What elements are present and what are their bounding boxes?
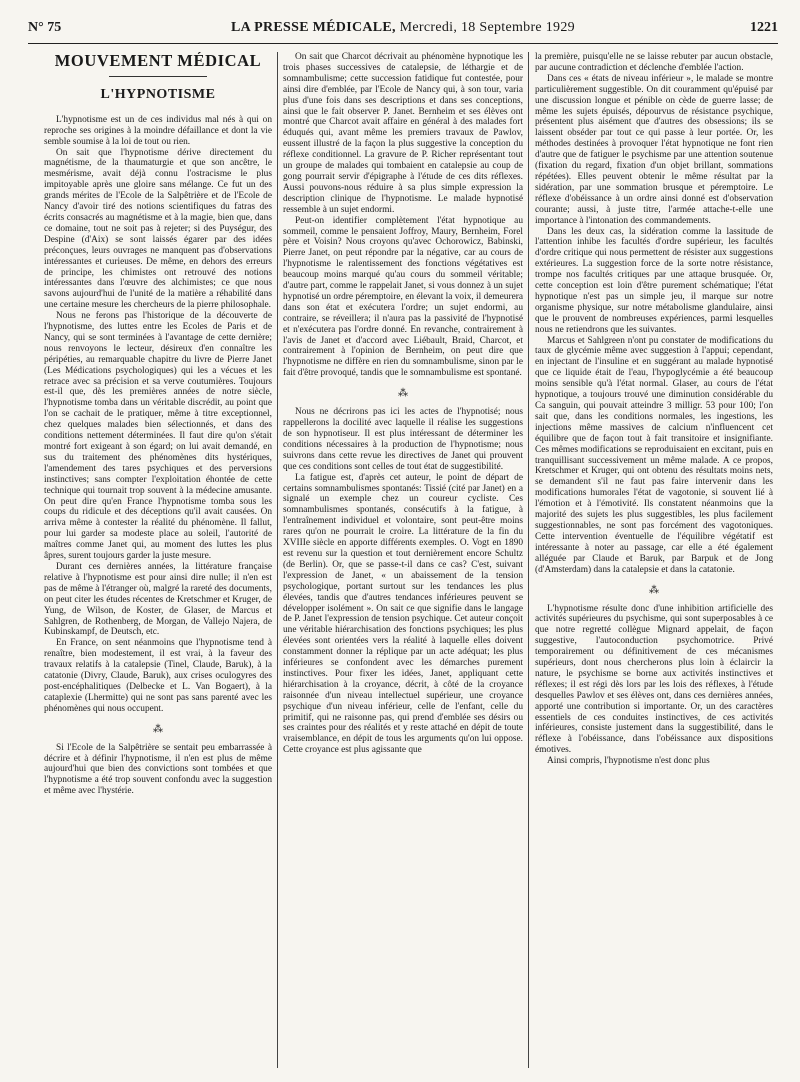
column-3 bbox=[535, 52, 773, 1072]
paragraph: la première, puisqu'elle ne se laisse rebuter par aucun obstacle, par aucune contradiction et déclenche d'emblée l'action. bbox=[535, 52, 773, 73]
paragraph: Ainsi compris, l'hypnotisme n'est donc plus bbox=[547, 756, 710, 767]
paragraph: En France, on sent néanmoins que l'hypnotisme tend à renaître, bien modestement, il est vrai, à la faveur des travaux relatifs à la catalepsie (Tinel, Claude, Baruk), à la catatonie (Divry, Claude, Baruk), aux crises oculogyres des post-encéphalitiques (Delbecke et L. Van Bogaert), à la cataplexie (Lhermitte) qui ne sont pas sans parenté avec les phénomènes qui nous occupent. bbox=[44, 638, 272, 714]
header-rule bbox=[28, 43, 778, 44]
page-number: 1221 bbox=[750, 20, 778, 35]
issue-number: N° 75 bbox=[28, 20, 62, 35]
column-rule bbox=[528, 52, 529, 1068]
column-1 bbox=[44, 52, 272, 1072]
paragraph: On sait que Charcot décrivait au phénomène hypnotique les trois phases successives de catalepsie, de léthargie et de somnambulisme; cette succession fatidique fut contestée, pour ainsi dire d'emblée, par l'Ecole de Nancy qui, à son tour, varia plus d'une fois dans ses descriptions et dans ses conceptions, ainsi que le fait observer P. Janet. Bernheim et ses élèves ont montré que Charcot avait affaire en général à des malades fort éduqués qui, avant même les premiers travaux de Pawlov, eussent illustré de la façon la plus suggestive la conception du réflexe conditionnel. La gravure de P. Richer représentant tout un groupe de malades qui tombaient en catalepsie au coup de gong pourrait servir d'épigraphe à l'étude de ces dits réflexes. Aussi pouvons-nous réduire à sa plus simple expression la description clinique de l'hypnotisme. Le malade hypnotisé ressemble à un sujet endormi. bbox=[283, 52, 523, 215]
journal-title: LA PRESSE MÉDICALE, bbox=[231, 20, 396, 35]
paragraph: Dans les deux cas, la sidération comme la lassitude de l'attention inhibe les facultés d'ordre supérieur, les facultés d'ordre critique qui nous permettent de résister aux suggestions extérieures. La suggestion force de la sorte notre résistance, trompe nos facultés critiques par une attaque brusquée. Or, cette conception est loin d'être purement schématique; l'état hypnotique n'est pas un simple jeu, il marque sur notre organisme physique, sur notre métabolisme glandulaire, ainsi que le prouvent de nombreuses expériences, parmi lesquelles nous ne retiendrons que les suivantes. bbox=[535, 226, 773, 335]
paragraph: Nous ne ferons pas l'historique de la découverte de l'hypnotisme, des luttes entre les Ecoles de Paris et de Nancy, qui se sont terminées à l'avantage de cette dernière; nous renvoyons le lecteur, désireux d'en connaître les péripéties, au remarquable chapitre du livre de Pierre Janet (Les Médications psychologiques) qui les a vécues et les retrace avec sa précision et sa verve coutumières. Toujours est-il que, dès les premières années de notre siècle, l'hypnotisme tomba dans un véritable discrédit, au point que l'on se cachait de le pratiquer, même à titre exceptionnel, chez quelques malades bien sélectionnés, et dans des conditions nettement déterminées. Il faut dire qu'on s'était montré fort exigeant à son égard; on lui avait demandé, en sus du traitement des phénomènes dits hystériques, l'amendement des tares psychiques et des perversions instinctives; sans compter l'exploitation éhontée de cette technique qui tournait trop souvent à la médecine amusante. On peut dire qu'en France l'hypnotisme tomba sous les coups du ridicule et des déceptions qu'il avait causées. On arriva même à contester la réalité du phénomène. Il fallut, pour lui garder sa modeste place au soleil, l'autorité de maîtres comme Janet qui, au moment des luttes les plus âpres, surent toujours garder la juste mesure. bbox=[44, 311, 272, 562]
section-separator: ⁂ bbox=[153, 723, 163, 735]
paragraph: On sait que l'hypnotisme dérive directement du magnétisme, de la thaumaturgie et que son ancêtre, le mesmérisme, avait déjà connu l'ostracisme le plus impitoyable après une gloire sans mélange. Ce fut un des grands mérites de l'Ecole de la Salpêtrière et de l'Ecole de Nancy d'avoir tiré des notions scientifiques du fatras des écrits consacrés au magnétisme et à la magie, bien que, dans ce domaine, tout ne soit pas à rejeter; si des Puységur, des Despine (d'Aix) se sont laissés égarer par des idées préconçues, leurs ouvrages ne manquent pas d'observations intéressantes et curieuses. De même, en dehors des erreurs de principe, les chimistes ont retrouvé des notions intéressantes dans l'œuvre des alchimistes; ce que nous savons aujourd'hui de l'unité de la matière a réhabilité dans une certaine mesure les chercheurs de la pierre philosophale. bbox=[44, 147, 272, 311]
paragraph: Marcus et Sahlgreen n'ont pu constater de modifications du taux de glycémie même avec suggestion à l'appui; cependant, en injectant de l'insuline et en suggérant au malade hypnotisé que ce liquide était de l'eau, l'hypoglycémie a été beaucoup moins sensible qu'à l'état normal. Glaser, au cours de l'état hypnotique, a toujours trouvé une diminution considérable du Ca sanguin, qui pouvait atteindre 3 milligr. 53 pour 100; l'on sait que, dans les conditions normales, les ingestions, les injections même massives de calcium n'influencent cet équilibre que de façon tout à fait transitoire et insignifiante. Ces mêmes modifications se reproduisaient en excitant, puis en tranquillisant successivement un même malade. A ce propos, Kretschmer et Kruger, qui ont obtenu des résultats moins nets, se demandent s'il ne faut pas faire intervenir dans les modifications humorales l'état de vagotonie, si souvent lié à l'émotion et à l'émotivité. Ils constatent néanmoins que la majorité des sujets les plus suggestibles, les plus facilement suggestionnables, ne sont pas forcément des vagotoniques. Cette intervention éventuelle de l'équilibre végétatif est intéressante à noter au passage, car elle a été également alléguée par Claude et Baruk, par Barpuk et de Jong (d'Amsterdam) dans la catalepsie et dans la catatonie. bbox=[535, 335, 773, 575]
column-2 bbox=[283, 52, 523, 1072]
section-divider bbox=[109, 76, 207, 77]
journal-masthead bbox=[28, 20, 778, 36]
paragraph: Nous ne décrirons pas ici les actes de l'hypnotisé; nous rappellerons la docilité avec laquelle il réalise les suggestions de son hypnotiseur. Il est plus intéressant de déterminer les conditions nécessaires à la production de l'hypnotisme; nous suivrons dans cette revue les directives de Janet qui prouvent que ces conditions sont celles de tout état de suggestibilité. bbox=[283, 407, 523, 472]
paragraph: Durant ces dernières années, la littérature française relative à l'hypnotisme est pour ainsi dire nulle; il n'en est pas de même à l'étranger où, malgré la rareté des documents, on peut citer les études récentes de Kretschmer et Kruger, de Yung, de Wilson, de Koster, de Glaser, de Marcus et Sahlgren, de Rothenberg, de Morgan, de Vallejo Najera, de Kubinskampf, de Deutsch, etc. bbox=[44, 561, 272, 638]
paragraph: Si l'Ecole de la Salpêtrière se sentait peu embarrassée à décrire et à définir l'hypnotisme, il n'en est plus de même aujourd'hui que bien des convictions sont tombées et que l'hypnotisme a été trop souvent confondu avec la suggestion et même avec l'hystérie. bbox=[44, 742, 272, 797]
paragraph: L'hypnotisme est un de ces individus mal nés à qui on reproche ses origines à la moindre défaillance et dont la vie semble soumise à la loi de tout ou rien. bbox=[44, 114, 272, 147]
paragraph: L'hypnotisme résulte donc d'une inhibition artificielle des activités supérieures du psychisme, qui sont superposables à ce que notre regretté collègue Mignard appelait, de façon suggestive, l'autoconduction psychomotrice. Privé temporairement ou définitivement de ces mécanismes supérieurs, dont nous chercherons plus loin à éclaircir la nature, le psychisme se borne aux activités instinctives et réflexes; il est régi dès lors par les lois des réflexes, à l'étude desquelles Pawlov et ses élèves ont, dans ces dernières années, apporté une contribution si importante. Or, un des caractères essentiels de ces conduites instinctives, de ces activités inférieures, consiste justement dans la suggestibilité, dans le réflexe à l'obéissance, dans l'obéissance aux dispositions émotives. bbox=[535, 603, 773, 756]
paragraph: Peut-on identifier complètement l'état hypnotique au sommeil, comme le pensaient Joffroy, Maury, Bernheim, Forel père et Voisin? Nous croyons qu'avec Ochorowicz, Babinski, Pierre Janet, on peut répondre par la négative, car au cours de l'hypnotisme le ralentissement des fonctions végétatives est beaucoup moins marqué qu'au cours du sommeil véritable; d'autre part, comme le rappelait Janet, si vous donnez à un sujet hypnotisé un ordre péremptoire, en élevant la voix, il demeurera dans son état et exécutera l'ordre; un sujet endormi, au contraire, se réveillera; il n'aura pas la passivité de l'hypnotisé et n'exécutera pas l'ordre donné. En revanche, contrairement à l'avis de Janet et d'accord avec Liébault, Braid, Charcot, et contrairement à l'opinion de Bernheim, on peut dire que l'hypnotisme ne diffère en rien du somnambulisme, sinon par le fait d'être provoqué, tandis que le somnambulisme est spontané. bbox=[283, 215, 523, 379]
section-heading: MOUVEMENT MÉDICAL bbox=[54, 52, 262, 70]
section-separator: ⁂ bbox=[398, 388, 408, 400]
column-rule bbox=[277, 52, 278, 1068]
paragraph: Dans ces « états de niveau inférieur », le malade se montre particulièrement suggestible. On dit couramment qu'épuisé par une discussion longue et pénible on cède de guerre lasse; de même les sujets épuisés, dépourvus de résistance psychique, présentent plus aisément que d'autres des obsessions; ils se laissent obséder par tout ce qui passe à leur portée. Or, les méthodes destinées à provoquer l'état hypnotique ne font rien d'autre que de fatiguer le psychisme par une attention soutenue (fixation du regard, fixation d'un objet brillant, sommations répétées). Elles peuvent obtenir le même résultat par la sidération, par une sommation brusque et péremptoire. Le réflexe d'obéissance à un ordre ainsi donné est d'observation courante; aussi, à juste titre, l'armée attache-t-elle une importance à l'intonation des commandements. bbox=[535, 73, 773, 226]
section-separator: ⁂ bbox=[649, 584, 659, 596]
article-title: L'HYPNOTISME bbox=[100, 86, 216, 102]
running-header bbox=[28, 20, 778, 42]
issue-date: Mercredi, 18 Septembre 1929 bbox=[399, 20, 575, 35]
paragraph: La fatigue est, d'après cet auteur, le point de départ de certains somnambulismes spontanés: Tissié (cité par Janet) en a signalé un exemple chez un coureur cycliste. Ces somnambulismes spontanés, consécutifs à la fatigue, à l'entraînement individuel et volontaire, sont peut-être moins rares qu'on ne pourrait le croire. La littérature de la fin du XVIIIe siècle en apporte différents exemples. O. Vogt en 1890 est revenu sur la question et tout dernièrement encore Schultz (de Berlin). Or, que se passe-t-il dans ce cas? C'est, suivant l'expression de Janet, « un abaissement de la tension psychologique, portant surtout sur les tendances les plus élevées, tandis que d'autres tendances inférieures peuvent se développer isolément ». On sait ce que signifie dans le langage de P. Janet l'expression de tension psychique. Cet auteur conçoit une véritable hiérarchisation des fonctions psychiques; les plus élevées sont orientées vers la réalité à laquelle elles doivent constamment donner la réplique par un acte adéquat; les plus inférieures se confondent avec les démarches purement instinctives. Pour fixer les idées, Janet, appliquant cette hiérarchisation à la croyance, décrit, à côté de la croyance raisonnée d'un niveau intellectuel supérieur, une croyance psychique d'un niveau inférieur, celle de l'enfant, celle du primitif, qui ne raisonne pas, qui prend d'emblée ses désirs ou ses craintes pour des réalités et y reste attaché en dépit de toute vraisemblance, en dépit de tous les arguments qu'on lui oppose. Cette croyance est plus agissante que bbox=[283, 472, 523, 756]
